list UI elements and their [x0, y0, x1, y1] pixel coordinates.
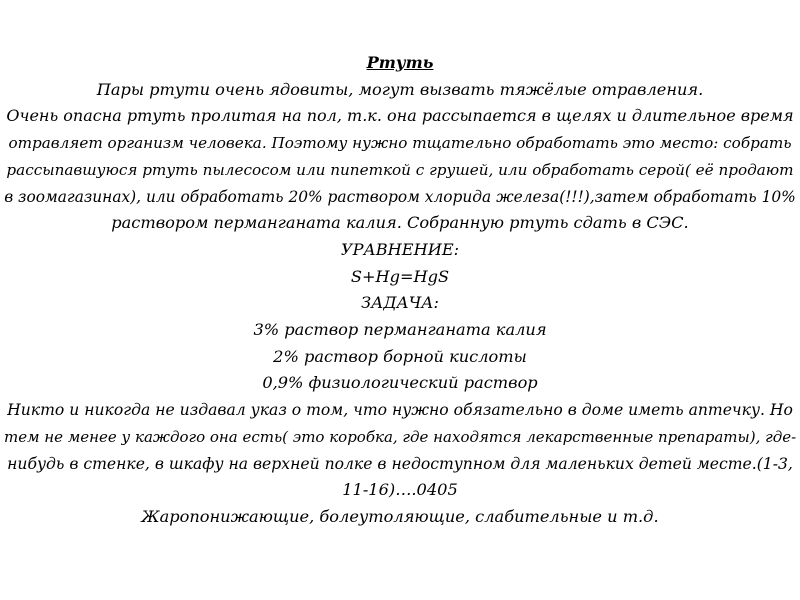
text-line: отравляет организм человека. Поэтому нужно тщательно обработать это место: собрать [8, 134, 792, 153]
equation-heading: УРАВНЕНИЕ: [340, 239, 460, 259]
text-line: нибудь в стенке, в шкафу на верхней полке в недоступном для маленьких детей месте.(1-3, [7, 454, 793, 473]
equation: S+Hg=HgS [350, 266, 450, 286]
text-line: рассыпавшуюся ртуть пылесосом или пипеткой с грушей, или обработать серой( её продают [6, 160, 794, 179]
text-line: 11-16)….0405 [342, 480, 458, 500]
task-item: 3% раствор перманганата калия [253, 320, 547, 340]
text-line: Пары ртути очень ядовиты, могут вызвать тяжёлые отравления. [96, 79, 704, 99]
text-line: раствором перманганата калия. Собранную ртуть сдать в СЭС. [111, 213, 689, 233]
text-line: Очень опасна ртуть пролитая на пол, т.к. она рассыпается в щелях и длительное время [6, 106, 794, 126]
text-line: Жаропонижающие, болеутоляющие, слабительные и т.д. [141, 506, 659, 526]
document-title: Ртуть [366, 53, 434, 72]
text-line: Никто и никогда не издавал указ о том, что нужно обязательно в доме иметь аптечку. Но [7, 401, 793, 420]
text-line: в зоомагазинах), или обработать 20% раствором хлорида железа(!!!),затем обработать 10% [4, 187, 796, 206]
task-item: 2% раствор борной кислоты [273, 346, 527, 366]
text-line: тем не менее у каждого она есть( это коробка, где находятся лекарственные препараты), где- [4, 427, 797, 446]
task-heading: ЗАДАЧА: [361, 293, 439, 313]
task-item: 0,9% физиологический раствор [262, 373, 538, 393]
